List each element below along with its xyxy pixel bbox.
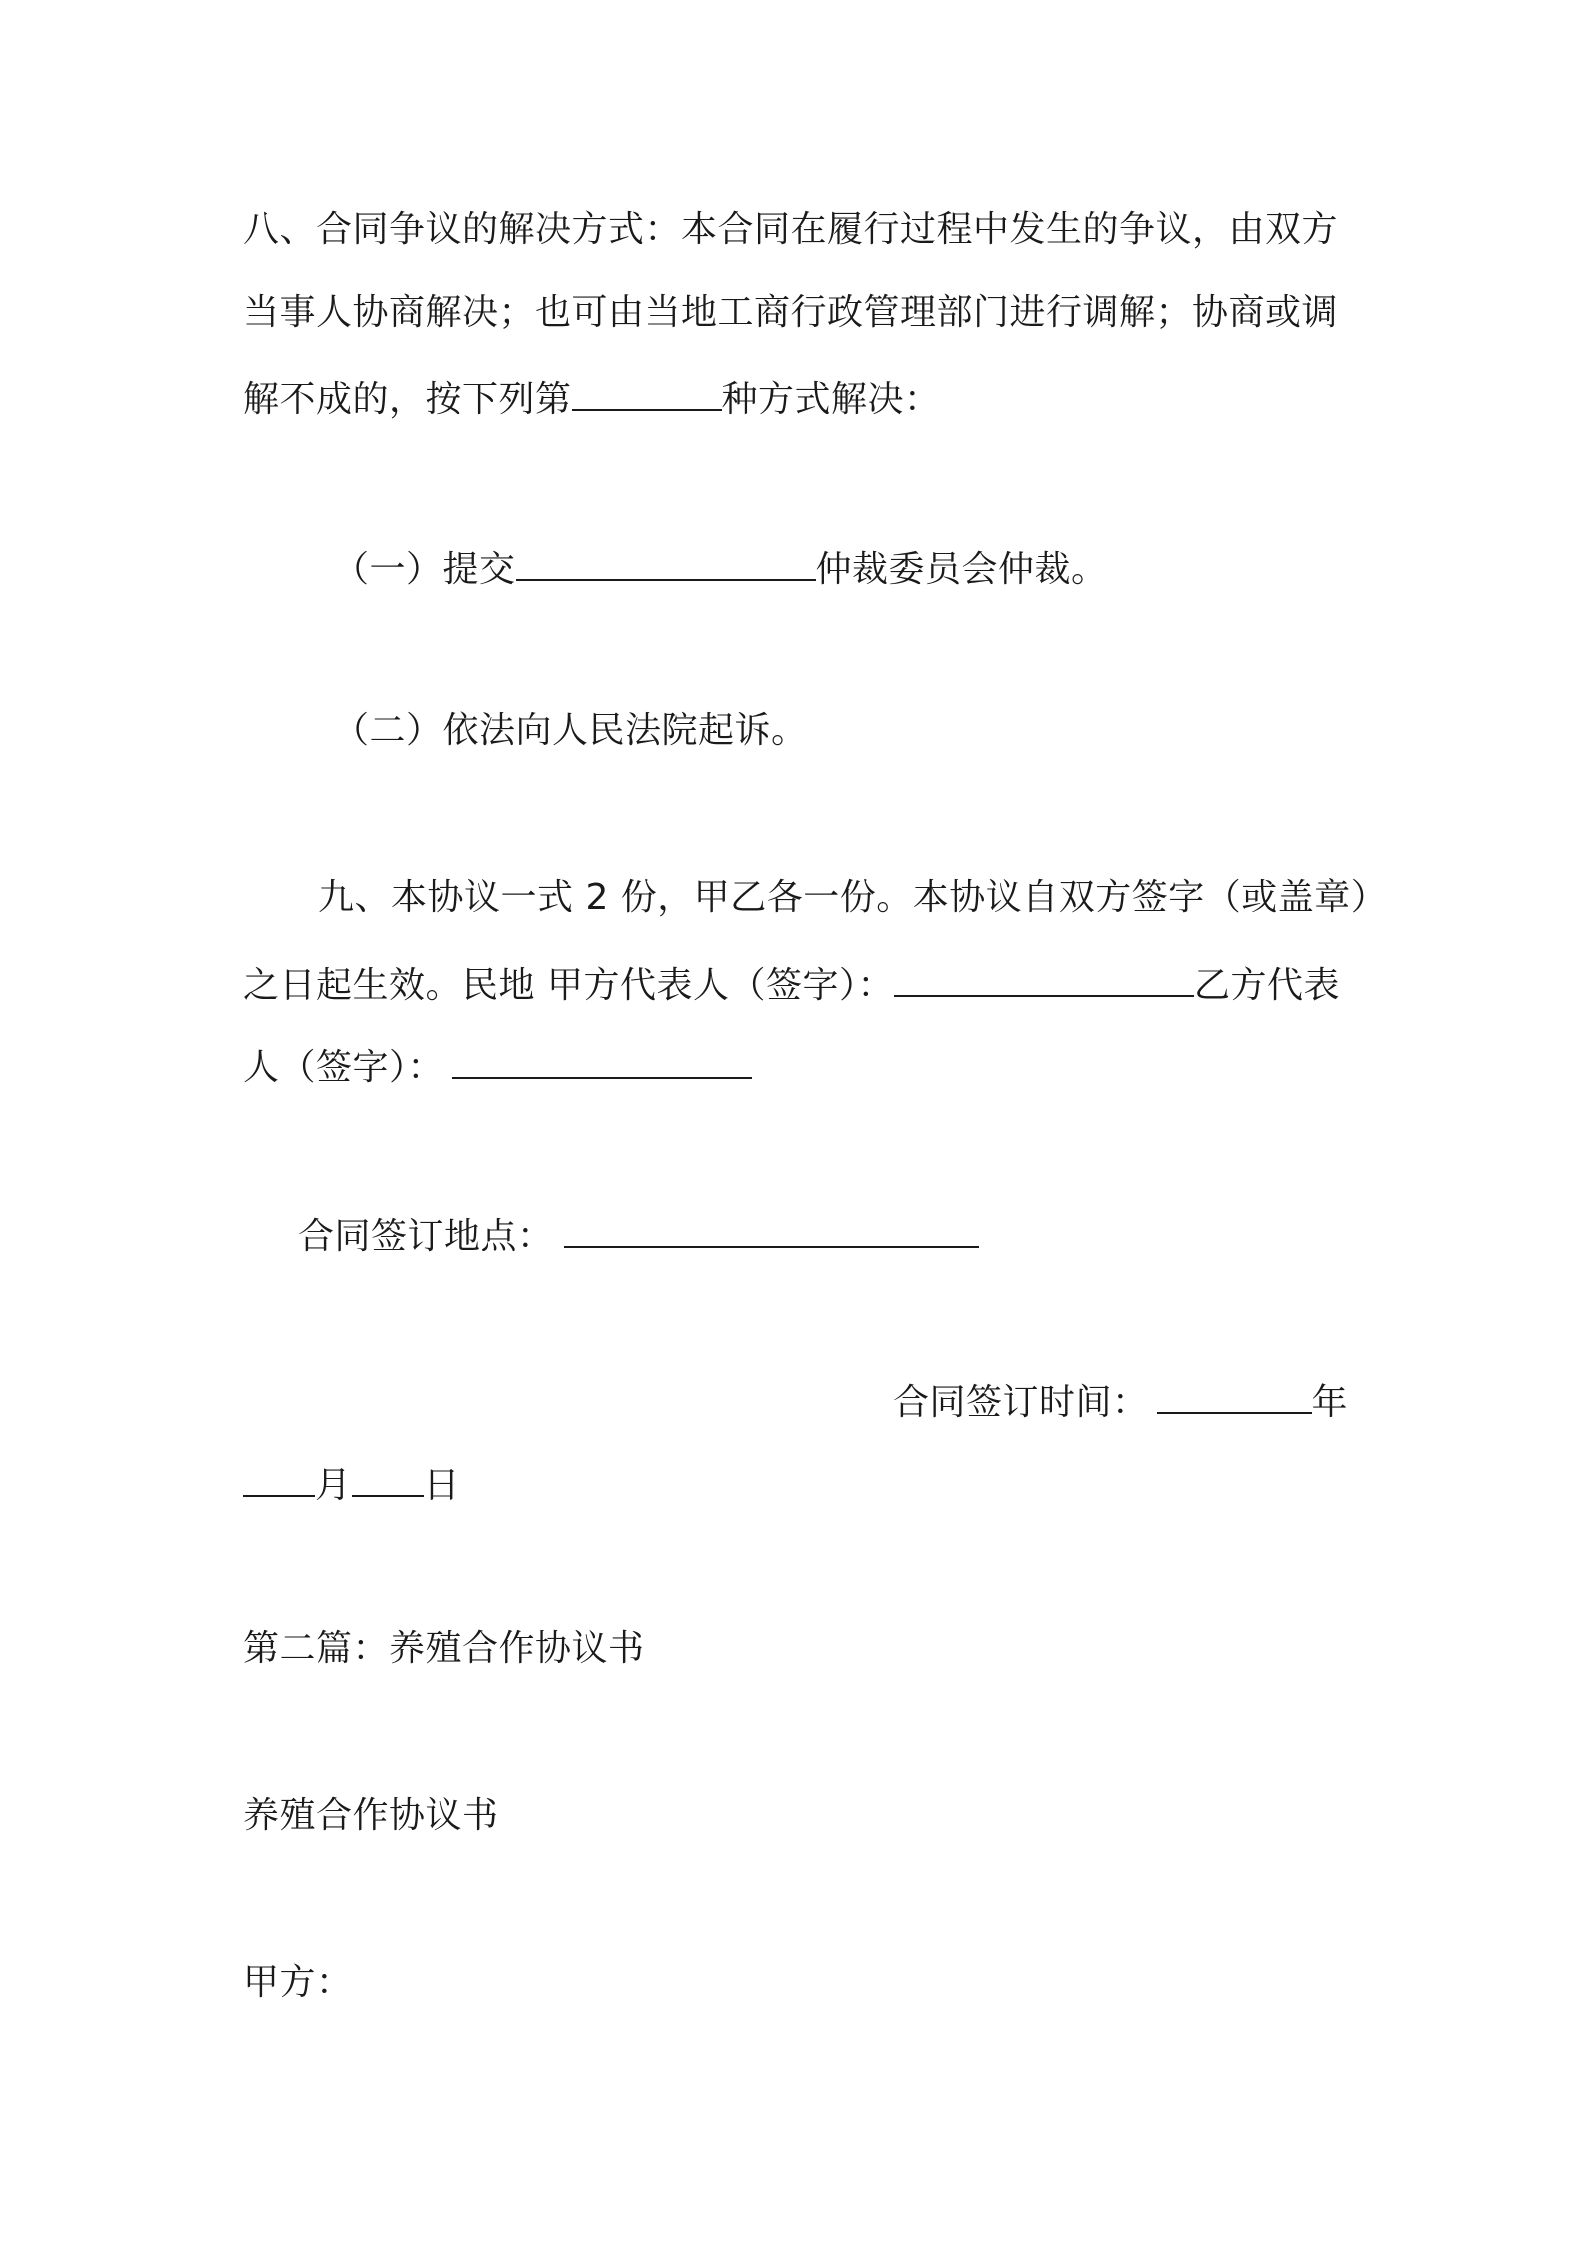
signing-place-blank[interactable]: [564, 1210, 979, 1248]
party-a-line: [243, 1961, 353, 2005]
signing-time-line: [893, 1376, 1348, 1425]
month-label: 月: [315, 1465, 352, 1506]
signing-place-line: [298, 1210, 979, 1259]
section-8-line-2: [243, 291, 1338, 335]
method-number-blank[interactable]: [572, 373, 722, 411]
party-a-label: 甲方：: [243, 1962, 353, 2003]
section-8-text-1: 八、合同争议的解决方式：本合同在履行过程中发生的争议，由双方: [243, 209, 1339, 250]
month-blank[interactable]: [243, 1459, 315, 1497]
day-blank[interactable]: [352, 1459, 424, 1497]
section-8-text-2: 当事人协商解决；也可由当地工商行政管理部门进行调解；协商或调: [243, 292, 1339, 333]
document-title: [243, 1794, 499, 1838]
option-1-text-b: 仲裁委员会仲裁。: [815, 549, 1108, 590]
option-2-text: （二）依法向人民法院起诉。: [333, 710, 808, 751]
day-label: 日: [423, 1465, 461, 1506]
section-9-line-1: [318, 876, 1387, 920]
option-1-line: [333, 543, 1108, 592]
year-label: 年: [1311, 1382, 1349, 1423]
section-8-text-3a: 解不成的，按下列第: [243, 379, 572, 420]
arbitration-committee-blank[interactable]: [516, 543, 816, 581]
party-b-signature-blank[interactable]: [452, 1041, 752, 1079]
signing-place-label: 合同签订地点：: [298, 1216, 554, 1257]
year-blank[interactable]: [1157, 1376, 1312, 1414]
part-2-title-text: 第二篇：养殖合作协议书: [243, 1628, 645, 1669]
section-8-text-3b: 种方式解决：: [721, 379, 941, 420]
section-8-line-1: [243, 208, 1338, 252]
section-9-line-3: [243, 1041, 752, 1090]
party-a-signature-blank[interactable]: [894, 959, 1194, 997]
option-2-line: [333, 709, 808, 753]
document-title-text: 养殖合作协议书: [243, 1795, 499, 1836]
signing-time-label: 合同签订时间：: [893, 1382, 1149, 1423]
part-2-title: [243, 1627, 645, 1671]
section-9-line-2: [243, 959, 1340, 1008]
option-1-text-a: （一）提交: [333, 549, 516, 590]
section-8-line-3: [243, 373, 941, 422]
section-9-text-3: 人（签字）：: [243, 1047, 445, 1088]
section-9-text-1: 九、本协议一式 2 份，甲乙各一份。本协议自双方签字（或盖章）: [318, 877, 1388, 918]
section-9-text-2a: 之日起生效。民地 甲方代表人（签字）：: [243, 965, 894, 1006]
month-day-line: [243, 1459, 460, 1508]
section-9-text-2b: 乙方代表: [1193, 965, 1340, 1006]
